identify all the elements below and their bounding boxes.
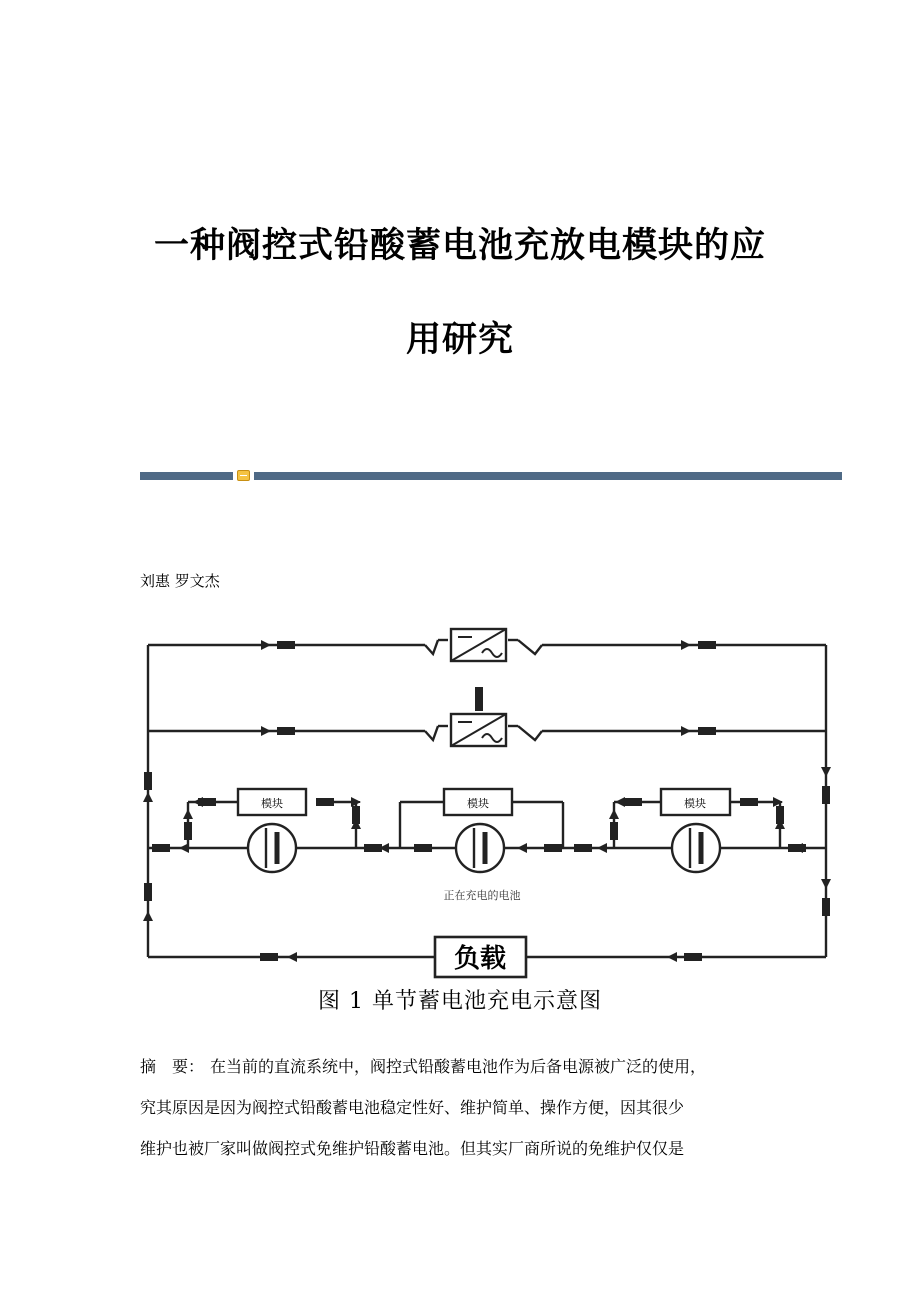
paper-title-line-2: 用研究 <box>405 320 514 360</box>
abstract-label: 摘 要： <box>140 1057 205 1076</box>
divider-bar-right <box>254 472 842 480</box>
load-label: 负载 <box>453 944 507 974</box>
paper-title-line-1: 一种阀控式铅酸蓄电池充放电模块的应 <box>153 226 766 266</box>
battery-middle-icon <box>456 824 504 872</box>
module-label-left: 模块 <box>261 797 283 810</box>
abstract-line-2: 究其原因是因为阀控式铅酸蓄电池稳定性好、维护简单、操作方便，因其很少 <box>140 1098 685 1117</box>
rectifier-top-icon <box>451 629 506 661</box>
abstract-line-3: 维护也被厂家叫做阀控式免维护铅酸蓄电池。但其实厂商所说的免维护仅仅是 <box>140 1139 685 1158</box>
divider-emblem-icon <box>237 470 250 481</box>
divider-bar-left <box>140 472 233 480</box>
module-label-right: 模块 <box>684 797 706 810</box>
rectifier-bottom-icon <box>451 714 506 746</box>
battery-right-icon <box>672 824 720 872</box>
abstract-line-1: 摘 要： 在当前的直流系统中，阀控式铅酸蓄电池作为后备电源被广泛的使用， <box>140 1057 707 1076</box>
module-label-middle: 模块 <box>467 797 489 810</box>
title-divider <box>140 472 842 480</box>
charging-circuit-diagram <box>140 624 840 1014</box>
author-list: 刘惠 罗文杰 <box>140 572 220 590</box>
figure-caption: 图 1 单节蓄电池充电示意图 <box>318 989 602 1014</box>
abstract <box>140 1046 800 1169</box>
battery-left-icon <box>248 824 296 872</box>
charging-battery-label: 正在充电的电池 <box>443 889 521 902</box>
